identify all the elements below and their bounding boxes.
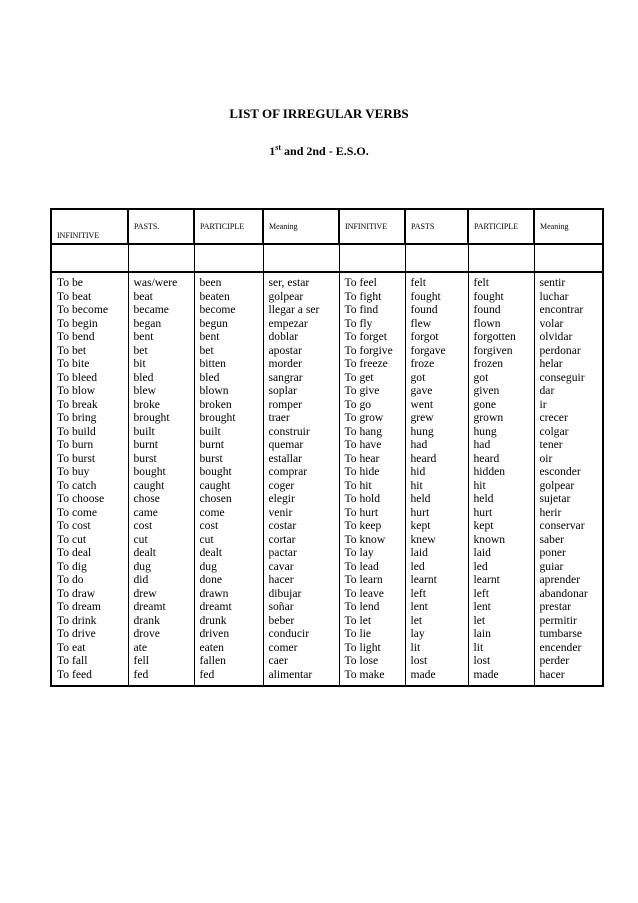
cell-infinitive-2: To make bbox=[339, 668, 405, 687]
cell-past: drank bbox=[128, 614, 194, 628]
cell-past: dreamt bbox=[128, 600, 194, 614]
table-row bbox=[51, 479, 603, 493]
table-row bbox=[51, 465, 603, 479]
cell-infinitive-2: To lead bbox=[339, 560, 405, 574]
cell-past-2: hung bbox=[405, 425, 468, 439]
cell-participle-2: left bbox=[468, 587, 534, 601]
cell-participle-2: hidden bbox=[468, 465, 534, 479]
cell-past: drove bbox=[128, 627, 194, 641]
irregular-verbs-table bbox=[50, 208, 604, 687]
cell-participle-2: hit bbox=[468, 479, 534, 493]
cell-past-2: led bbox=[405, 560, 468, 574]
cell-infinitive-2: To grow bbox=[339, 411, 405, 425]
cell-participle: bled bbox=[194, 371, 263, 385]
table-row bbox=[51, 303, 603, 317]
cell-infinitive: To become bbox=[51, 303, 128, 317]
cell-past: came bbox=[128, 506, 194, 520]
cell-past-2: lost bbox=[405, 654, 468, 668]
cell-participle: dealt bbox=[194, 546, 263, 560]
cell-participle-2: given bbox=[468, 384, 534, 398]
cell-infinitive: To bite bbox=[51, 357, 128, 371]
cell-participle: dug bbox=[194, 560, 263, 574]
cell-meaning-2: sentir bbox=[534, 272, 603, 290]
cell-past: built bbox=[128, 425, 194, 439]
cell-infinitive: To catch bbox=[51, 479, 128, 493]
cell-infinitive: To buy bbox=[51, 465, 128, 479]
subtitle-ordinal: 1 bbox=[269, 144, 276, 158]
cell-past-2: felt bbox=[405, 272, 468, 290]
cell-meaning-2: prestar bbox=[534, 600, 603, 614]
table-row bbox=[51, 533, 603, 547]
cell-participle-2: forgiven bbox=[468, 344, 534, 358]
cell-past: burnt bbox=[128, 438, 194, 452]
cell-meaning: hacer bbox=[263, 573, 339, 587]
table-row bbox=[51, 492, 603, 506]
table-row bbox=[51, 614, 603, 628]
cell-past-2: knew bbox=[405, 533, 468, 547]
cell-participle-2: found bbox=[468, 303, 534, 317]
table-row bbox=[51, 600, 603, 614]
verb-rows bbox=[51, 272, 603, 686]
cell-past-2: made bbox=[405, 668, 468, 687]
cell-participle-2: known bbox=[468, 533, 534, 547]
cell-participle: caught bbox=[194, 479, 263, 493]
cell-meaning-2: conservar bbox=[534, 519, 603, 533]
cell-participle: cost bbox=[194, 519, 263, 533]
cell-infinitive-2: To let bbox=[339, 614, 405, 628]
cell-past-2: learnt bbox=[405, 573, 468, 587]
cell-meaning: caer bbox=[263, 654, 339, 668]
cell-infinitive-2: To feel bbox=[339, 272, 405, 290]
cell-past: bit bbox=[128, 357, 194, 371]
cell-past-2: froze bbox=[405, 357, 468, 371]
cell-meaning-2: encontrar bbox=[534, 303, 603, 317]
cell-meaning: traer bbox=[263, 411, 339, 425]
table-row bbox=[51, 627, 603, 641]
cell-meaning: costar bbox=[263, 519, 339, 533]
cell-participle: blown bbox=[194, 384, 263, 398]
cell-past-2: fought bbox=[405, 290, 468, 304]
cell-past-2: gave bbox=[405, 384, 468, 398]
cell-meaning-2: conseguir bbox=[534, 371, 603, 385]
cell-past: bled bbox=[128, 371, 194, 385]
table-row bbox=[51, 317, 603, 331]
cell-participle-2: grown bbox=[468, 411, 534, 425]
cell-meaning-2: oir bbox=[534, 452, 603, 466]
cell-participle-2: led bbox=[468, 560, 534, 574]
cell-infinitive: To beat bbox=[51, 290, 128, 304]
cell-past: chose bbox=[128, 492, 194, 506]
cell-infinitive-2: To hear bbox=[339, 452, 405, 466]
cell-meaning-2: ir bbox=[534, 398, 603, 412]
cell-meaning: romper bbox=[263, 398, 339, 412]
cell-participle: dreamt bbox=[194, 600, 263, 614]
cell-meaning: cortar bbox=[263, 533, 339, 547]
subtitle-superscript: st bbox=[275, 143, 282, 152]
cell-participle: burnt bbox=[194, 438, 263, 452]
cell-participle-2: hurt bbox=[468, 506, 534, 520]
cell-participle: brought bbox=[194, 411, 263, 425]
cell-participle-2: felt bbox=[468, 272, 534, 290]
table-row bbox=[51, 560, 603, 574]
cell-participle-2: made bbox=[468, 668, 534, 687]
cell-infinitive-2: To get bbox=[339, 371, 405, 385]
cell-infinitive-2: To keep bbox=[339, 519, 405, 533]
cell-past-2: let bbox=[405, 614, 468, 628]
cell-past-2: lit bbox=[405, 641, 468, 655]
cell-past-2: got bbox=[405, 371, 468, 385]
cell-infinitive: To dream bbox=[51, 600, 128, 614]
document-title: LIST OF IRREGULAR VERBS bbox=[229, 106, 409, 121]
cell-participle-2: let bbox=[468, 614, 534, 628]
cell-meaning: beber bbox=[263, 614, 339, 628]
cell-participle-2: frozen bbox=[468, 357, 534, 371]
cell-infinitive-2: To freeze bbox=[339, 357, 405, 371]
cell-past: fell bbox=[128, 654, 194, 668]
header-meaning: Meaning bbox=[263, 209, 339, 244]
header-participle-2: PARTICIPLE bbox=[468, 209, 534, 244]
cell-past: began bbox=[128, 317, 194, 331]
cell-past-2: hid bbox=[405, 465, 468, 479]
header-infinitive-2: INFINITIVE bbox=[339, 209, 405, 244]
cell-participle-2: heard bbox=[468, 452, 534, 466]
cell-infinitive: To blow bbox=[51, 384, 128, 398]
cell-meaning: empezar bbox=[263, 317, 339, 331]
cell-meaning: golpear bbox=[263, 290, 339, 304]
cell-past-2: went bbox=[405, 398, 468, 412]
cell-infinitive: To bleed bbox=[51, 371, 128, 385]
cell-past-2: heard bbox=[405, 452, 468, 466]
cell-past: burst bbox=[128, 452, 194, 466]
table-row bbox=[51, 272, 603, 290]
cell-meaning: conducir bbox=[263, 627, 339, 641]
empty-spacer-row bbox=[51, 244, 603, 272]
cell-infinitive: To drive bbox=[51, 627, 128, 641]
cell-infinitive: To choose bbox=[51, 492, 128, 506]
cell-meaning: morder bbox=[263, 357, 339, 371]
cell-participle: cut bbox=[194, 533, 263, 547]
cell-past: bought bbox=[128, 465, 194, 479]
cell-participle-2: kept bbox=[468, 519, 534, 533]
cell-participle-2: learnt bbox=[468, 573, 534, 587]
cell-past: did bbox=[128, 573, 194, 587]
cell-infinitive-2: To lay bbox=[339, 546, 405, 560]
cell-meaning: quemar bbox=[263, 438, 339, 452]
header-pasts-2: PASTS bbox=[405, 209, 468, 244]
cell-infinitive: To build bbox=[51, 425, 128, 439]
cell-past: became bbox=[128, 303, 194, 317]
table-row bbox=[51, 519, 603, 533]
cell-participle: become bbox=[194, 303, 263, 317]
cell-past-2: held bbox=[405, 492, 468, 506]
cell-infinitive-2: To lend bbox=[339, 600, 405, 614]
cell-infinitive-2: To light bbox=[339, 641, 405, 655]
table-row bbox=[51, 641, 603, 655]
cell-meaning: doblar bbox=[263, 330, 339, 344]
cell-meaning: elegir bbox=[263, 492, 339, 506]
cell-infinitive: To do bbox=[51, 573, 128, 587]
cell-infinitive: To come bbox=[51, 506, 128, 520]
cell-meaning-2: hacer bbox=[534, 668, 603, 687]
cell-past-2: forgave bbox=[405, 344, 468, 358]
cell-meaning: ser, estar bbox=[263, 272, 339, 290]
cell-participle-2: got bbox=[468, 371, 534, 385]
cell-meaning: sangrar bbox=[263, 371, 339, 385]
cell-participle: drunk bbox=[194, 614, 263, 628]
cell-participle: drawn bbox=[194, 587, 263, 601]
cell-infinitive: To bend bbox=[51, 330, 128, 344]
cell-participle: built bbox=[194, 425, 263, 439]
cell-meaning-2: colgar bbox=[534, 425, 603, 439]
cell-infinitive: To feed bbox=[51, 668, 128, 687]
table-row bbox=[51, 384, 603, 398]
cell-meaning: alimentar bbox=[263, 668, 339, 687]
cell-participle: begun bbox=[194, 317, 263, 331]
table-row bbox=[51, 290, 603, 304]
cell-meaning: estallar bbox=[263, 452, 339, 466]
cell-meaning-2: saber bbox=[534, 533, 603, 547]
cell-meaning-2: abandonar bbox=[534, 587, 603, 601]
cell-participle-2: lit bbox=[468, 641, 534, 655]
cell-meaning: soplar bbox=[263, 384, 339, 398]
cell-meaning-2: luchar bbox=[534, 290, 603, 304]
cell-participle: bitten bbox=[194, 357, 263, 371]
cell-participle: fallen bbox=[194, 654, 263, 668]
cell-infinitive-2: To learn bbox=[339, 573, 405, 587]
cell-participle-2: had bbox=[468, 438, 534, 452]
cell-participle-2: lain bbox=[468, 627, 534, 641]
table-row bbox=[51, 573, 603, 587]
cell-meaning-2: perder bbox=[534, 654, 603, 668]
cell-meaning-2: perdonar bbox=[534, 344, 603, 358]
cell-infinitive-2: To hang bbox=[339, 425, 405, 439]
cell-past-2: forgot bbox=[405, 330, 468, 344]
cell-participle: been bbox=[194, 272, 263, 290]
cell-past: dealt bbox=[128, 546, 194, 560]
cell-past-2: kept bbox=[405, 519, 468, 533]
cell-meaning-2: encender bbox=[534, 641, 603, 655]
cell-participle-2: gone bbox=[468, 398, 534, 412]
cell-infinitive-2: To find bbox=[339, 303, 405, 317]
cell-meaning: venir bbox=[263, 506, 339, 520]
cell-past-2: found bbox=[405, 303, 468, 317]
cell-participle-2: fought bbox=[468, 290, 534, 304]
cell-meaning: coger bbox=[263, 479, 339, 493]
cell-meaning: comer bbox=[263, 641, 339, 655]
cell-past: bent bbox=[128, 330, 194, 344]
cell-infinitive: To begin bbox=[51, 317, 128, 331]
cell-past-2: had bbox=[405, 438, 468, 452]
cell-infinitive-2: To lie bbox=[339, 627, 405, 641]
cell-meaning: apostar bbox=[263, 344, 339, 358]
cell-past: fed bbox=[128, 668, 194, 687]
cell-meaning-2: herir bbox=[534, 506, 603, 520]
cell-infinitive: To eat bbox=[51, 641, 128, 655]
table-header-row bbox=[51, 209, 603, 244]
table-row bbox=[51, 546, 603, 560]
cell-meaning-2: volar bbox=[534, 317, 603, 331]
cell-past: brought bbox=[128, 411, 194, 425]
cell-past: cost bbox=[128, 519, 194, 533]
document-subtitle bbox=[0, 143, 638, 159]
cell-infinitive-2: To give bbox=[339, 384, 405, 398]
cell-meaning-2: tener bbox=[534, 438, 603, 452]
cell-participle: burst bbox=[194, 452, 263, 466]
cell-participle-2: held bbox=[468, 492, 534, 506]
cell-infinitive: To deal bbox=[51, 546, 128, 560]
cell-meaning-2: dar bbox=[534, 384, 603, 398]
cell-infinitive: To bet bbox=[51, 344, 128, 358]
cell-infinitive-2: To fly bbox=[339, 317, 405, 331]
cell-participle: broken bbox=[194, 398, 263, 412]
cell-past-2: left bbox=[405, 587, 468, 601]
cell-past-2: hit bbox=[405, 479, 468, 493]
cell-meaning-2: permitir bbox=[534, 614, 603, 628]
cell-infinitive: To draw bbox=[51, 587, 128, 601]
cell-meaning-2: poner bbox=[534, 546, 603, 560]
cell-meaning-2: aprender bbox=[534, 573, 603, 587]
cell-participle-2: lost bbox=[468, 654, 534, 668]
cell-meaning: cavar bbox=[263, 560, 339, 574]
cell-infinitive: To bring bbox=[51, 411, 128, 425]
subtitle-rest: and 2nd - E.S.O. bbox=[281, 144, 369, 158]
cell-participle-2: laid bbox=[468, 546, 534, 560]
cell-past-2: laid bbox=[405, 546, 468, 560]
cell-infinitive: To cut bbox=[51, 533, 128, 547]
cell-infinitive: To burst bbox=[51, 452, 128, 466]
cell-participle: beaten bbox=[194, 290, 263, 304]
cell-infinitive-2: To hit bbox=[339, 479, 405, 493]
cell-participle: chosen bbox=[194, 492, 263, 506]
cell-past: was/were bbox=[128, 272, 194, 290]
cell-participle: bent bbox=[194, 330, 263, 344]
cell-infinitive: To burn bbox=[51, 438, 128, 452]
cell-meaning: llegar a ser bbox=[263, 303, 339, 317]
cell-infinitive-2: To forget bbox=[339, 330, 405, 344]
cell-infinitive: To cost bbox=[51, 519, 128, 533]
cell-past: caught bbox=[128, 479, 194, 493]
cell-past: cut bbox=[128, 533, 194, 547]
cell-meaning-2: guiar bbox=[534, 560, 603, 574]
cell-infinitive-2: To know bbox=[339, 533, 405, 547]
cell-infinitive: To fall bbox=[51, 654, 128, 668]
cell-infinitive-2: To hide bbox=[339, 465, 405, 479]
cell-past-2: lent bbox=[405, 600, 468, 614]
cell-participle: driven bbox=[194, 627, 263, 641]
cell-past: broke bbox=[128, 398, 194, 412]
cell-past: blew bbox=[128, 384, 194, 398]
cell-infinitive-2: To hold bbox=[339, 492, 405, 506]
header-pasts: PASTS. bbox=[128, 209, 194, 244]
cell-infinitive-2: To go bbox=[339, 398, 405, 412]
cell-past: bet bbox=[128, 344, 194, 358]
cell-infinitive-2: To forgive bbox=[339, 344, 405, 358]
cell-past-2: lay bbox=[405, 627, 468, 641]
cell-meaning: pactar bbox=[263, 546, 339, 560]
cell-participle-2: hung bbox=[468, 425, 534, 439]
cell-infinitive: To be bbox=[51, 272, 128, 290]
table-row bbox=[51, 344, 603, 358]
cell-past: drew bbox=[128, 587, 194, 601]
cell-meaning: dibujar bbox=[263, 587, 339, 601]
header-participle: PARTICIPLE bbox=[194, 209, 263, 244]
cell-participle: done bbox=[194, 573, 263, 587]
cell-meaning: comprar bbox=[263, 465, 339, 479]
cell-infinitive: To break bbox=[51, 398, 128, 412]
cell-past-2: flew bbox=[405, 317, 468, 331]
cell-meaning: soñar bbox=[263, 600, 339, 614]
cell-infinitive-2: To hurt bbox=[339, 506, 405, 520]
cell-participle-2: lent bbox=[468, 600, 534, 614]
table-row bbox=[51, 357, 603, 371]
cell-participle-2: forgotten bbox=[468, 330, 534, 344]
cell-meaning: construir bbox=[263, 425, 339, 439]
cell-meaning-2: crecer bbox=[534, 411, 603, 425]
cell-infinitive-2: To have bbox=[339, 438, 405, 452]
cell-past: dug bbox=[128, 560, 194, 574]
cell-meaning-2: tumbarse bbox=[534, 627, 603, 641]
cell-infinitive: To drink bbox=[51, 614, 128, 628]
table-row bbox=[51, 506, 603, 520]
cell-participle: come bbox=[194, 506, 263, 520]
cell-infinitive-2: To fight bbox=[339, 290, 405, 304]
table-row bbox=[51, 330, 603, 344]
table-row bbox=[51, 371, 603, 385]
cell-meaning-2: sujetar bbox=[534, 492, 603, 506]
table-row bbox=[51, 411, 603, 425]
table-row bbox=[51, 668, 603, 687]
header-meaning-2: Meaning bbox=[534, 209, 603, 244]
cell-meaning-2: golpear bbox=[534, 479, 603, 493]
table-row bbox=[51, 587, 603, 601]
table-row bbox=[51, 398, 603, 412]
cell-past: ate bbox=[128, 641, 194, 655]
cell-participle: fed bbox=[194, 668, 263, 687]
cell-participle: bet bbox=[194, 344, 263, 358]
cell-meaning-2: olvidar bbox=[534, 330, 603, 344]
table-row bbox=[51, 654, 603, 668]
cell-participle-2: flown bbox=[468, 317, 534, 331]
cell-past-2: grew bbox=[405, 411, 468, 425]
table-row bbox=[51, 425, 603, 439]
cell-participle: eaten bbox=[194, 641, 263, 655]
cell-past: beat bbox=[128, 290, 194, 304]
cell-infinitive-2: To leave bbox=[339, 587, 405, 601]
cell-meaning-2: helar bbox=[534, 357, 603, 371]
cell-participle: bought bbox=[194, 465, 263, 479]
cell-infinitive: To dig bbox=[51, 560, 128, 574]
table-row bbox=[51, 438, 603, 452]
cell-past-2: hurt bbox=[405, 506, 468, 520]
header-infinitive: INFINITIVE bbox=[51, 209, 128, 244]
cell-meaning-2: esconder bbox=[534, 465, 603, 479]
cell-infinitive-2: To lose bbox=[339, 654, 405, 668]
table-row bbox=[51, 452, 603, 466]
